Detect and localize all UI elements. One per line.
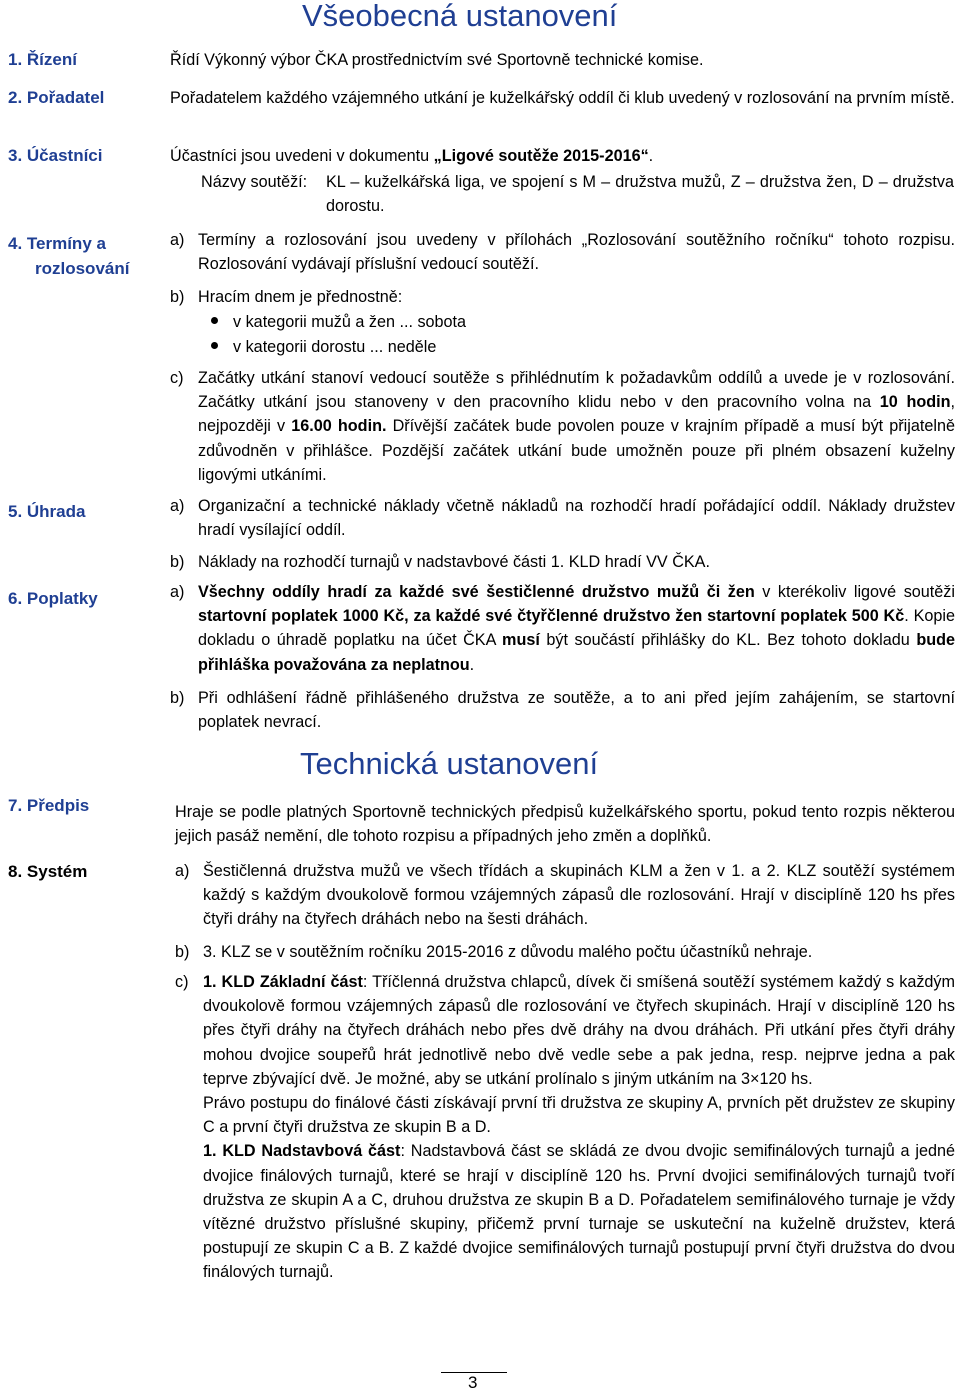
item-text-para-2: Právo postupu do finálové části získávají první tři družstva ze skupiny A, prvních pět družstev ze skupiny C a první čtyři družstva ze skupin B a D. bbox=[203, 1094, 955, 1137]
bullet-text: v kategorii mužů a žen ... sobota bbox=[233, 313, 467, 331]
item-text-part: : Tříčlenná družstva chlapců, dívek či smíšená soutěží systémem každý s každým dvoukolově formou vzájemných zápasů dle rozlosování ve čtyřech skupinách. Hrají v disciplíně 120 hs přes čtyři dráhy na čtyřech dráhách nebo přes dvě dráhy na dvou dráhách. Při utkání přes čtyři dráhy mohou dvojice soupeřů hrát jednotlivě nebo dvě vedle sebe a pak jedna, resp. nejprve jedna a pak teprve zbývající dvě. Je možné, aby se utkání prolínalo s jiným utkáním na 3×120 hs. bbox=[203, 973, 956, 1088]
bullet-dot-icon bbox=[211, 317, 218, 324]
item-mark: b) bbox=[175, 943, 190, 961]
section-3-doc-name: „Ligové soutěže 2015-2016“ bbox=[433, 147, 649, 165]
heading-technical: Technická ustanovení bbox=[300, 746, 599, 781]
item-text: Při odhlášení řádně přihlášeného družstva ze soutěže, a to ani před jejím zahájením, se startovní poplatek nevrací. bbox=[198, 689, 955, 732]
section-7-text: Hraje se podle platných Sportovně technických předpisů kuželkářského sportu, pokud tento rozpis některou jejich pasáž nemění, dle tohoto rozpisu a případných jeho změn a doplňků. bbox=[175, 803, 955, 846]
section-8-item-b bbox=[175, 940, 955, 964]
item-mark: b) bbox=[170, 288, 185, 306]
item-text-part: být součástí přihlášky do KL. Bez tohoto dokladu bbox=[539, 631, 917, 650]
item-text-part: . bbox=[469, 655, 475, 674]
section-4-item-c bbox=[170, 366, 955, 487]
section-4-item-a bbox=[170, 228, 955, 276]
section-4-label-line2: rozlosování bbox=[35, 259, 130, 278]
section-3-label: 3. Účastníci bbox=[8, 146, 103, 165]
item-text-part: . Kopie dokladu o úhradě poplatku na účet ČKA bbox=[198, 607, 955, 650]
item-text-part: Začátky utkání stanoví vedoucí soutěže s přihlédnutím k požadavkům oddílů a uvede je v rozlosování. Začátky utkání jsou stanoveny v den pracovního klidu nebo v den pracovního volna na bbox=[198, 369, 955, 412]
section-5-item-b bbox=[170, 550, 955, 574]
section-6-item-a bbox=[170, 580, 955, 677]
section-5-label: 5. Úhrada bbox=[8, 502, 86, 521]
item-mark: b) bbox=[170, 553, 185, 571]
item-text bbox=[198, 366, 955, 487]
item-text-bold: 1. KLD Základní část bbox=[203, 973, 363, 991]
item-mark: b) bbox=[170, 689, 185, 707]
item-text-part: , nejpozději v bbox=[198, 393, 955, 436]
section-1-text: Řídí Výkonný výbor ČKA prostřednictvím své Sportovně technické komise. bbox=[170, 51, 704, 69]
page-number: 3 bbox=[468, 1373, 478, 1392]
item-mark: a) bbox=[170, 497, 185, 515]
heading-general: Všeobecná ustanovení bbox=[302, 0, 618, 33]
section-3-text-pre: Účastníci jsou uvedeni v dokumentu bbox=[170, 147, 434, 165]
section-8-label: 8. Systém bbox=[8, 862, 88, 881]
bullet-dot-icon bbox=[211, 342, 218, 349]
section-6-label: 6. Poplatky bbox=[8, 589, 98, 608]
item-mark: c) bbox=[170, 369, 184, 387]
item-text bbox=[198, 580, 955, 677]
section-8-item-a bbox=[175, 859, 955, 932]
section-2-label: 2. Pořadatel bbox=[8, 88, 105, 107]
bullet-text: v kategorii dorostu ... neděle bbox=[233, 338, 437, 356]
item-text-bold: bude přihláška považována za neplatnou bbox=[198, 631, 955, 674]
item-text-bold: startovní poplatek 1000 Kč, za každé své čtyřčlenné družstvo žen startovní poplatek 500 Kč bbox=[198, 607, 905, 626]
item-text: Náklady na rozhodčí turnajů v nadstavbové části 1. KLD hradí VV ČKA. bbox=[198, 553, 710, 571]
item-text-part: v kterékoliv ligové soutěži bbox=[754, 583, 955, 601]
section-4-bullet-1 bbox=[211, 310, 466, 334]
section-8-item-c bbox=[175, 970, 955, 1285]
item-text-bold: 16.00 hodin. bbox=[291, 417, 387, 436]
section-2-text: Pořadatelem každého vzájemného utkání je kuželkářský oddíl či klub uvedený v rozlosování na prvním místě. bbox=[170, 89, 955, 107]
section-3-names-label: Názvy soutěží: bbox=[201, 173, 308, 191]
item-text bbox=[203, 970, 955, 1091]
section-7-label: 7. Předpis bbox=[8, 796, 90, 815]
item-text-bold: Všechny oddíly hradí za každé své šestičlenné družstvo mužů či žen bbox=[198, 583, 755, 601]
section-4-bullet-2 bbox=[211, 335, 436, 359]
item-mark: a) bbox=[175, 862, 190, 880]
item-text-bold: musí bbox=[502, 631, 540, 650]
item-text: Šestičlenná družstva mužů ve všech třídách a skupinách KLM a žen v 1. a 2. KLZ soutěží systémem každý s každým dvoukolově formou vzájemných zápasů dle rozlosování. Hrají v disciplíně 120 hs přes čtyři dráhy na čtyřech dráhách nebo na šesti dráhách. bbox=[203, 862, 955, 929]
item-text-bold: 10 hodin bbox=[879, 393, 951, 412]
section-3-names-text: KL – kuželkářská liga, ve spojení s M – družstva mužů, Z – družstva žen, D – družstva dorostu. bbox=[326, 173, 954, 216]
item-text-part: : Nadstavbová část se skládá ze dvou dvojic semifinálových turnajů a jedné dvojice finálových turnajů, které se hrají v disciplíně 120 hs. První dvojici semifinálových turnajů tvoří družstva ze skupin A a C, druhou družstva ze skupin B a D. Pořadatelem semifinálového turnaje je vždy vítězné družstvo příslušné skupiny, přičemž první turnaje se uskuteční na kuželně družstev, která postupují ze skupin C a B. Z každé dvojice semifinálových turnajů postupují první čtyři družstva do dvou finálových turnajů. bbox=[203, 1142, 955, 1282]
item-text-part: Dřívější začátek bude povolen pouze v krajním případě a musí být přijatelně zdůvodněn v přihlášce. Pozdější začátek utkání bude umožněn pouze při plném obsazení kuželny ligovými utkáními. bbox=[198, 417, 955, 484]
item-text-bold: 1. KLD Nadstavbová část bbox=[203, 1142, 401, 1161]
item-text: Termíny a rozlosování jsou uvedeny v přílohách „Rozlosování soutěžního ročníku“ tohoto rozpisu. Rozlosování vydávají příslušní vedoucí soutěží. bbox=[198, 231, 955, 274]
item-mark: a) bbox=[170, 583, 185, 601]
item-text-para-3 bbox=[203, 1139, 955, 1284]
item-mark: c) bbox=[175, 973, 189, 991]
section-3-text bbox=[170, 144, 955, 168]
section-4-label: 4. Termíny a bbox=[8, 234, 106, 253]
item-text: Hracím dnem je přednostně: bbox=[198, 288, 403, 306]
section-1-label: 1. Řízení bbox=[8, 50, 77, 69]
item-text: 3. KLZ se v soutěžním ročníku 2015-2016 z důvodu malého počtu účastníků nehraje. bbox=[203, 943, 813, 961]
section-5-item-a bbox=[170, 494, 955, 542]
section-6-item-b bbox=[170, 686, 955, 734]
section-3-text-post: . bbox=[648, 147, 654, 165]
item-text: Organizační a technické náklady včetně nákladů na rozhodčí hradí pořádající oddíl. Náklady družstev hradí vysílající oddíl. bbox=[198, 497, 955, 540]
section-4-item-b bbox=[170, 285, 955, 309]
item-mark: a) bbox=[170, 231, 185, 249]
